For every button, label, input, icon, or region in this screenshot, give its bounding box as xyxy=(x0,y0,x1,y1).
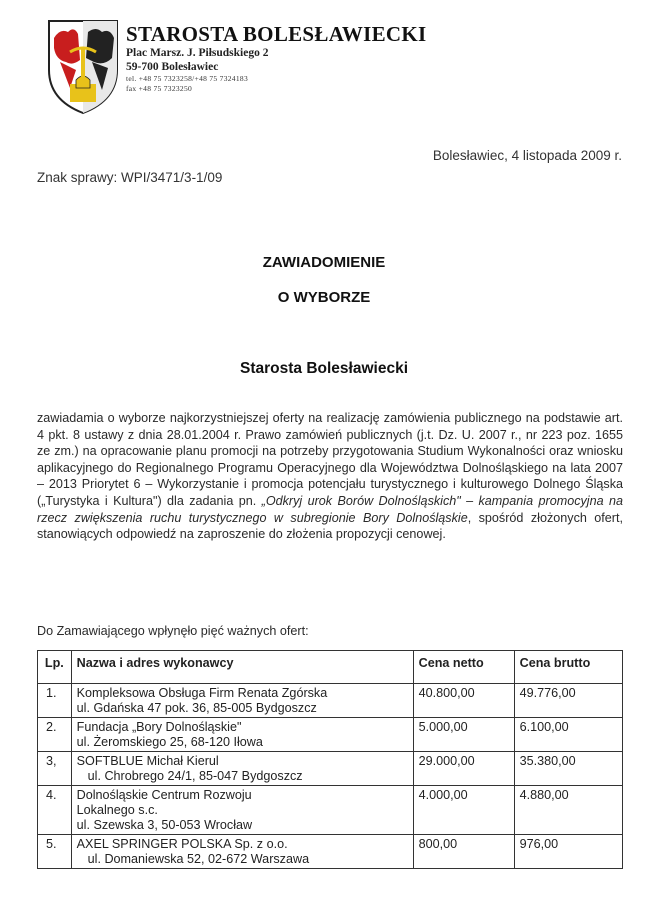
contractor-address: ul. Gdańska 47 pok. 36, 85-005 Bydgoszcz xyxy=(76,701,317,715)
table-header-row xyxy=(38,651,623,684)
row-gross-price: 4.880,00 xyxy=(514,786,622,835)
row-contractor xyxy=(71,752,413,786)
contractor-address: ul. Domaniewska 52, 02-672 Warszawa xyxy=(87,852,310,866)
offers-intro: Do Zamawiającego wpłynęło pięć ważnych ofert: xyxy=(37,624,309,638)
address-line-2: 59-700 Bolesławiec xyxy=(126,61,219,73)
letterhead xyxy=(126,22,427,94)
offers-table xyxy=(37,650,623,869)
row-gross-price: 49.776,00 xyxy=(514,684,622,718)
row-contractor xyxy=(71,684,413,718)
body-italic-task-name: „Odkryj urok Borów Dolnośląskich" – kampania promocyjna na rzecz zwiększenia ruchu turystycznego w subregionie Bory Dolnośląskie xyxy=(37,493,623,525)
row-gross-price: 6.100,00 xyxy=(514,718,622,752)
table-row xyxy=(38,786,623,835)
table-row xyxy=(38,835,623,869)
row-net-price: 4.000,00 xyxy=(413,786,514,835)
document-title: ZAWIADOMIENIE xyxy=(262,254,386,271)
header-lp: Lp. xyxy=(38,651,72,684)
case-reference: Znak sprawy: WPI/3471/3-1/09 xyxy=(37,170,223,185)
address-line-1: Plac Marsz. J. Piłsudskiego 2 xyxy=(126,47,269,59)
contractor-name: Kompleksowa Obsługa Firm Renata Zgórska xyxy=(76,686,328,700)
row-net-price: 29.000,00 xyxy=(413,752,514,786)
issuer-heading: Starosta Bolesławiecki xyxy=(240,360,408,377)
place-date: Bolesławiec, 4 listopada 2009 r. xyxy=(432,148,622,163)
contractor-name: Fundacja „Bory Dolnośląskie" xyxy=(76,720,242,734)
table-row xyxy=(38,752,623,786)
contractor-address: ul. Chrobrego 24/1, 85-047 Bydgoszcz xyxy=(87,769,303,783)
fax-line: fax +48 75 7323250 xyxy=(126,84,193,93)
body-part-2: , spośród złożonych ofert, stanowiących odpowiedź na zaproszenie do złożenia propozycji cenowej. xyxy=(37,510,623,542)
row-lp: 5. xyxy=(38,835,72,869)
row-lp: 3, xyxy=(38,752,72,786)
contractor-address: ul. Żeromskiego 25, 68-120 Iłowa xyxy=(76,735,263,749)
row-net-price: 40.800,00 xyxy=(413,684,514,718)
contractor-name: Dolnośląskie Centrum Rozwoju xyxy=(76,788,252,802)
body-part-1: zawiadamia o wyborze najkorzystniejszej oferty na realizację zamówienia publicznego na podstawie art. 4 pkt. 8 ustawy z dnia 28.01.2004 r. Prawo zamówień publicznych (j.t. Dz. U. 2007 r., nr 223 poz. 1655 ze zm.) na opracowanie planu promocji na potrzeby przygotowania Studium Wykonalności oraz wniosku aplikacyjnego do Regionalnego Programu Operacyjnego dla Województwa Dolnośląskiego na lata 2007 – 2013 Priorytet 6 – Wykorzystanie i promocja potencjału turystycznego i kulturowego Dolnego Śląska („Turystyka i Kultura") dla zadania pn. xyxy=(37,411,623,508)
phone-line: tel. +48 75 7323258/+48 75 7324183 xyxy=(126,74,248,83)
row-lp: 4. xyxy=(38,786,72,835)
contractor-name-cont: Lokalnego s.c. xyxy=(76,803,158,817)
row-contractor xyxy=(71,835,413,869)
header-net: Cena netto xyxy=(413,651,514,684)
row-net-price: 800,00 xyxy=(413,835,514,869)
table-row xyxy=(38,684,623,718)
row-gross-price: 35.380,00 xyxy=(514,752,622,786)
announcement-body xyxy=(37,410,623,543)
coat-of-arms-icon xyxy=(46,18,120,116)
header-name: Nazwa i adres wykonawcy xyxy=(71,651,413,684)
contractor-name: AXEL SPRINGER POLSKA Sp. z o.o. xyxy=(76,837,288,851)
table-row xyxy=(38,718,623,752)
row-gross-price: 976,00 xyxy=(514,835,622,869)
contractor-address: ul. Szewska 3, 50-053 Wrocław xyxy=(76,818,253,832)
row-lp: 2. xyxy=(38,718,72,752)
header-gross: Cena brutto xyxy=(514,651,622,684)
row-contractor xyxy=(71,718,413,752)
org-name: STAROSTA BOLESŁAWIECKI xyxy=(126,22,427,46)
row-lp: 1. xyxy=(38,684,72,718)
row-contractor xyxy=(71,786,413,835)
row-net-price: 5.000,00 xyxy=(413,718,514,752)
contractor-name: SOFTBLUE Michał Kierul xyxy=(76,754,219,768)
document-subtitle: O WYBORZE xyxy=(277,289,371,306)
